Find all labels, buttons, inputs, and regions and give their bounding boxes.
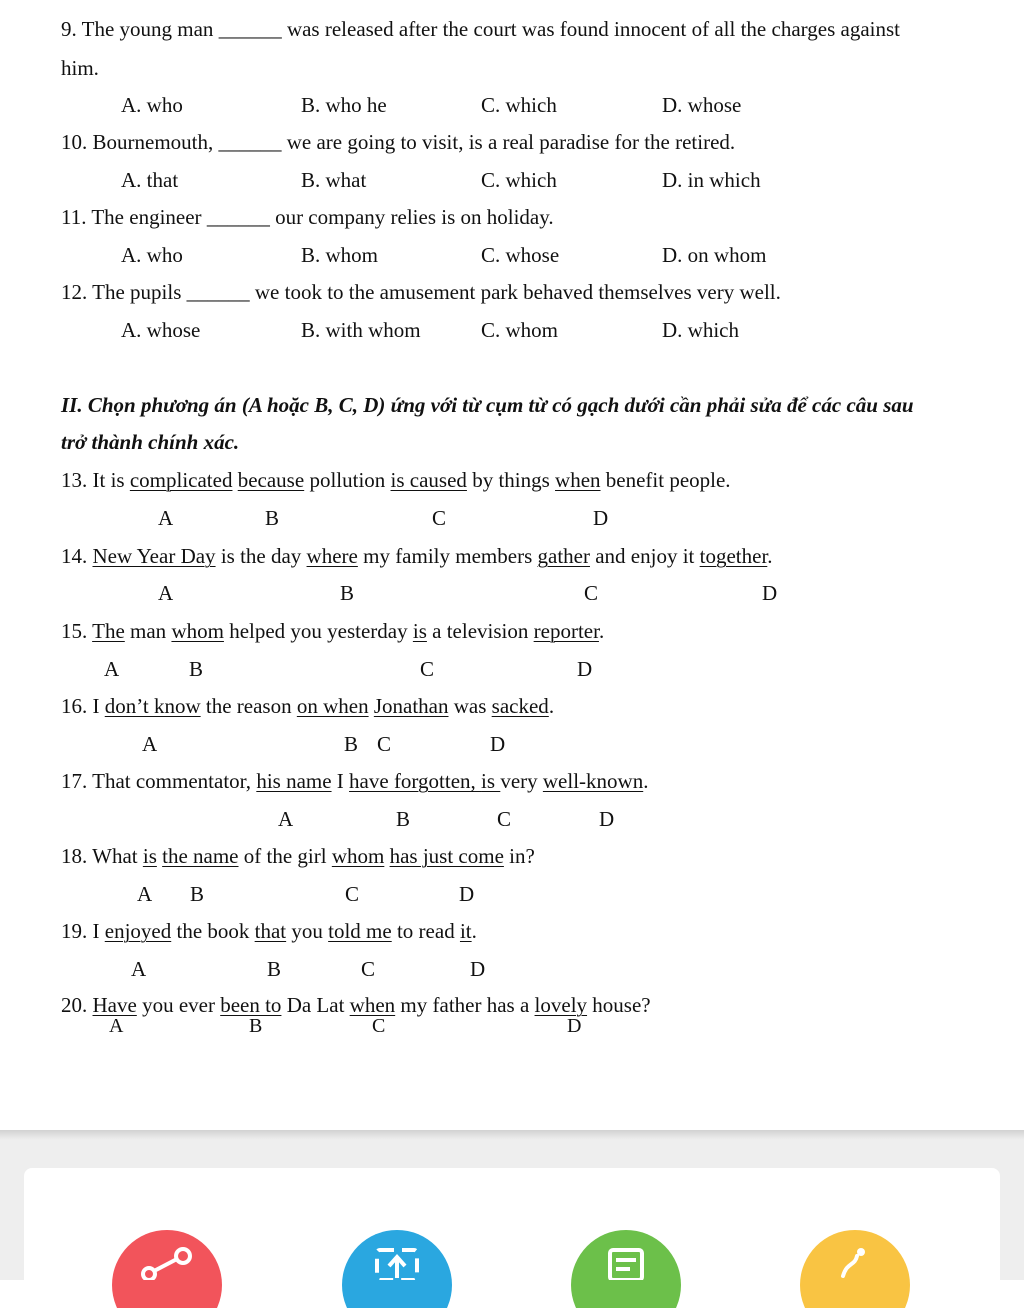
q19-label-a: A xyxy=(131,957,147,981)
question-9-cont: him. xyxy=(61,56,99,80)
upload-icon xyxy=(369,1244,425,1280)
question-10: 10. Bournemouth, ______ we are going to visit, is a real paradise for the retired. xyxy=(61,130,736,154)
q18-underline-d[interactable]: has just come xyxy=(389,844,504,868)
q12-option-d[interactable]: D. which xyxy=(662,318,739,342)
q15-label-a: A xyxy=(104,657,120,681)
q10-option-c[interactable]: C. which xyxy=(481,168,557,192)
q13-label-b: B xyxy=(265,506,280,530)
q20-label-b: B xyxy=(249,1015,263,1037)
question-12: 12. The pupils ______ we took to the amusement park behaved themselves very well. xyxy=(61,280,781,304)
page-divider xyxy=(0,1130,1024,1140)
q18-label-d: D xyxy=(459,882,475,906)
q18-underline-a[interactable]: is xyxy=(142,844,157,868)
q12-option-c[interactable]: C. whom xyxy=(481,318,559,342)
q16-label-c: C xyxy=(377,732,392,756)
q18-label-c: C xyxy=(345,882,360,906)
q10-option-d[interactable]: D. in which xyxy=(662,168,761,192)
q15-label-c: C xyxy=(420,657,435,681)
q17-label-c: C xyxy=(497,807,512,831)
q16-label-d: D xyxy=(490,732,506,756)
q15-label-d: D xyxy=(577,657,593,681)
q10-option-b[interactable]: B. what xyxy=(301,168,367,192)
question-18: 18. What is the name of the girl whom has just come in? xyxy=(61,844,535,868)
q17-underline-b[interactable]: have forgotten, xyxy=(349,769,482,793)
q13-underline-d[interactable]: when xyxy=(555,468,601,492)
q18-underline-b[interactable]: the name xyxy=(162,844,239,868)
question-14: 14. New Year Day is the day where my family members gather and enjoy it together. xyxy=(61,544,773,568)
brush-icon xyxy=(827,1244,883,1280)
q15-underline-a[interactable]: The xyxy=(92,619,125,643)
q16-underline-a[interactable]: don’t know xyxy=(104,694,201,718)
question-13: 13. It is complicated because pollution is caused by things when benefit people. xyxy=(61,468,731,492)
q17-label-b: B xyxy=(396,807,411,831)
q14-underline-c[interactable]: gather xyxy=(537,544,590,568)
q11-option-c[interactable]: C. whose xyxy=(481,243,560,267)
q20-label-a: A xyxy=(109,1015,124,1037)
q19-underline-b[interactable]: that xyxy=(254,919,287,943)
q9-option-d[interactable]: D. whose xyxy=(662,93,742,117)
question-9: 9. The young man ______ was released after the court was found innocent of all the charges against xyxy=(61,17,900,41)
q16-label-a: A xyxy=(142,732,158,756)
q19-underline-a[interactable]: enjoyed xyxy=(104,919,172,943)
section-2-title-cont: trở thành chính xác. xyxy=(61,430,240,454)
q20-label-d: D xyxy=(567,1015,582,1037)
q13-label-a: A xyxy=(158,506,174,530)
q19-underline-d[interactable]: it xyxy=(459,919,472,943)
q14-label-a: A xyxy=(158,581,174,605)
q14-underline-b[interactable]: where xyxy=(306,544,358,568)
q15-underline-c[interactable]: is xyxy=(412,619,427,643)
q19-label-b: B xyxy=(267,957,282,981)
section-2-title: II. Chọn phương án (A hoặc B, C, D) ứng với từ cụm từ có gạch dưới cần phải sửa để các câu sau xyxy=(61,393,914,417)
q16-underline-b[interactable]: on when xyxy=(296,694,369,718)
q13-underline-a[interactable]: complicated xyxy=(129,468,233,492)
q18-label-a: A xyxy=(137,882,153,906)
q10-option-a[interactable]: A. that xyxy=(121,168,179,192)
upload-button[interactable] xyxy=(342,1230,452,1308)
q19-label-d: D xyxy=(470,957,486,981)
q18-label-b: B xyxy=(190,882,205,906)
document-button[interactable] xyxy=(571,1230,681,1308)
share-icon xyxy=(139,1244,195,1280)
question-20: 20. Have you ever been to Da Lat when my father has a lovely house? xyxy=(61,993,651,1017)
q11-option-b[interactable]: B. whom xyxy=(301,243,379,267)
q13-label-d: D xyxy=(593,506,609,530)
q17-underline-a[interactable]: his name xyxy=(256,769,332,793)
q13-underline-b[interactable]: because xyxy=(237,468,305,492)
q14-label-c: C xyxy=(584,581,599,605)
q9-option-a[interactable]: A. who xyxy=(121,93,183,117)
q13-label-c: C xyxy=(432,506,447,530)
q14-underline-a[interactable]: New Year Day xyxy=(92,544,216,568)
q9-option-b[interactable]: B. who he xyxy=(301,93,387,117)
question-19: 19. I enjoyed the book that you told me to read it. xyxy=(61,919,477,943)
q14-underline-d[interactable]: together xyxy=(699,544,768,568)
q9-option-c[interactable]: C. which xyxy=(481,93,557,117)
q11-option-a[interactable]: A. who xyxy=(121,243,183,267)
q18-underline-c[interactable]: whom xyxy=(331,844,385,868)
question-17: 17. That commentator, his name I have forgotten, is very well-known. xyxy=(61,769,649,793)
q12-option-b[interactable]: B. with whom xyxy=(301,318,421,342)
q17-underline-d[interactable]: well-known xyxy=(542,769,644,793)
q19-underline-c[interactable]: told me xyxy=(328,919,392,943)
q17-underline-c[interactable]: is xyxy=(481,769,501,793)
brush-button[interactable] xyxy=(800,1230,910,1308)
q16-label-b: B xyxy=(344,732,359,756)
q17-label-a: A xyxy=(278,807,294,831)
q16-underline-d[interactable]: sacked xyxy=(491,694,549,718)
q20-underline-d[interactable]: lovely xyxy=(534,993,588,1017)
question-11: 11. The engineer ______ our company relies is on holiday. xyxy=(61,205,554,229)
q14-label-b: B xyxy=(340,581,355,605)
question-15: 15. The man whom helped you yesterday is a television reporter. xyxy=(61,619,605,643)
q13-underline-c[interactable]: is caused xyxy=(390,468,467,492)
q15-label-b: B xyxy=(189,657,204,681)
q20-underline-a[interactable]: Have xyxy=(92,993,137,1017)
q19-label-c: C xyxy=(361,957,376,981)
q17-label-d: D xyxy=(599,807,615,831)
q11-option-d[interactable]: D. on whom xyxy=(662,243,767,267)
document-icon xyxy=(598,1244,654,1280)
q15-underline-d[interactable]: reporter xyxy=(533,619,599,643)
q16-underline-c[interactable]: Jonathan xyxy=(373,694,449,718)
q20-underline-b[interactable]: been to xyxy=(220,993,282,1017)
q15-underline-b[interactable]: whom xyxy=(171,619,224,643)
q20-label-c: C xyxy=(372,1015,386,1037)
q14-label-d: D xyxy=(762,581,778,605)
q12-option-a[interactable]: A. whose xyxy=(121,318,201,342)
action-card xyxy=(24,1168,1000,1308)
share-button[interactable] xyxy=(112,1230,222,1308)
q20-underline-c[interactable]: when xyxy=(349,993,396,1017)
question-16: 16. I don’t know the reason on when Jonathan was sacked. xyxy=(61,694,555,718)
